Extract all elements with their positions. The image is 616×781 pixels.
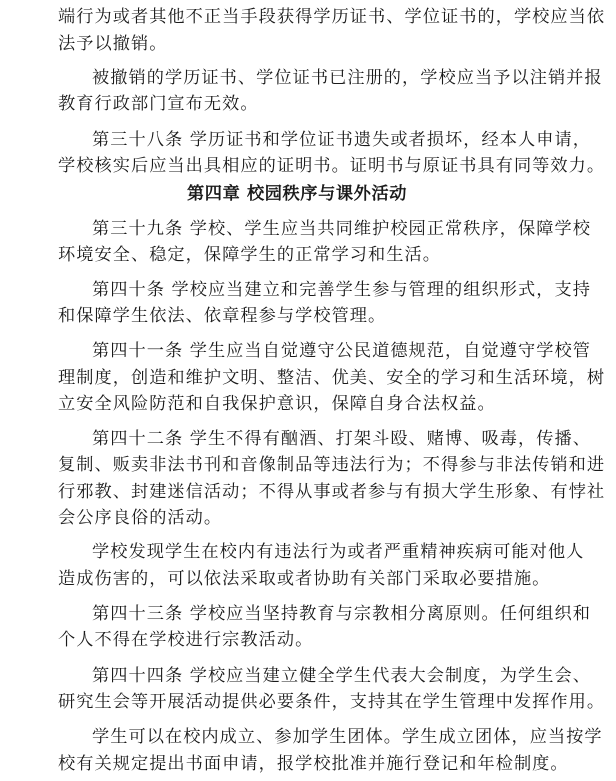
line-text: 学生可以在校内成立、参加学生团体。学生成立团体，应当按学 xyxy=(92,727,603,747)
line-text: 第四十一条 学生应当自觉遵守公民道德规范，自觉遵守学校管 xyxy=(92,341,591,361)
line-text: 立安全风险防范和自我保护意识，保障自身合法权益。 xyxy=(58,394,496,414)
line-text: 造成伤害的，可以依法采取或者协助有关部门采取必要措施。 xyxy=(58,569,551,589)
line-text: 第四十条 学校应当建立和完善学生参与管理的组织形式，支持 xyxy=(92,280,591,300)
line-text: 研究生会等开展活动提供必要条件，支持其在学生管理中发挥作用。 xyxy=(58,692,606,712)
chapter-title: 第四章 校园秩序与课外活动 xyxy=(187,184,408,204)
line-text: 第四十二条 学生不得有酗酒、打架斗殴、赌博、吸毒，传播、 xyxy=(92,429,591,449)
line-text: 会公序良俗的活动。 xyxy=(58,508,223,528)
line-text: 学校发现学生在校内有违法行为或者严重精神疾病可能对他人 xyxy=(92,542,585,562)
line-text: 第四十三条 学校应当坚持教育与宗教相分离原则。任何组织和 xyxy=(92,604,591,624)
text-line xyxy=(0,623,616,657)
line-text: 校有关规定提出书面申请，报学校批准并施行登记和年检制度。 xyxy=(58,754,569,774)
line-text: 第三十八条 学历证书和学位证书遗失或者损坏，经本人申请， xyxy=(92,130,591,150)
line-text: 个人不得在学校进行宗教活动。 xyxy=(58,630,314,650)
line-text: 复制、贩卖非法书刊和音像制品等违法行为；不得参与非法传销和进 xyxy=(58,455,606,475)
line-text: 环境安全、稳定，保障学生的正常学习和生活。 xyxy=(58,245,441,265)
line-text: 法予以撤销。 xyxy=(58,34,168,54)
line-text: 第四十四条 学校应当建立健全学生代表大会制度，为学生会、 xyxy=(92,666,591,686)
text-line xyxy=(0,685,616,719)
text-line xyxy=(0,501,616,535)
line-text: 行邪教、封建迷信活动；不得从事或者参与有损大学生形象、有悖社 xyxy=(58,482,606,502)
text-line xyxy=(0,87,616,121)
text-line xyxy=(0,238,616,272)
line-text: 教育行政部门宣布无效。 xyxy=(58,94,259,114)
text-line xyxy=(0,299,616,333)
line-text: 理制度，创造和维护文明、整洁、优美、安全的学习和生活环境，树 xyxy=(58,368,606,388)
text-line xyxy=(0,562,616,596)
chapter-heading xyxy=(0,177,616,211)
line-text: 被撤销的学历证书、学位证书已注册的，学校应当予以注销并报 xyxy=(92,68,603,88)
text-line xyxy=(0,747,616,781)
line-text: 和保障学生依法、依章程参与学校管理。 xyxy=(58,306,387,326)
line-text: 学校核实后应当出具相应的证明书。证明书与原证书具有同等效力。 xyxy=(58,156,606,176)
text-line xyxy=(0,387,616,421)
text-line xyxy=(0,27,616,61)
line-text: 端行为或者其他不正当手段获得学历证书、学位证书的，学校应当依 xyxy=(58,7,606,27)
line-text: 第三十九条 学校、学生应当共同维护校园正常秩序，保障学校 xyxy=(92,219,591,239)
